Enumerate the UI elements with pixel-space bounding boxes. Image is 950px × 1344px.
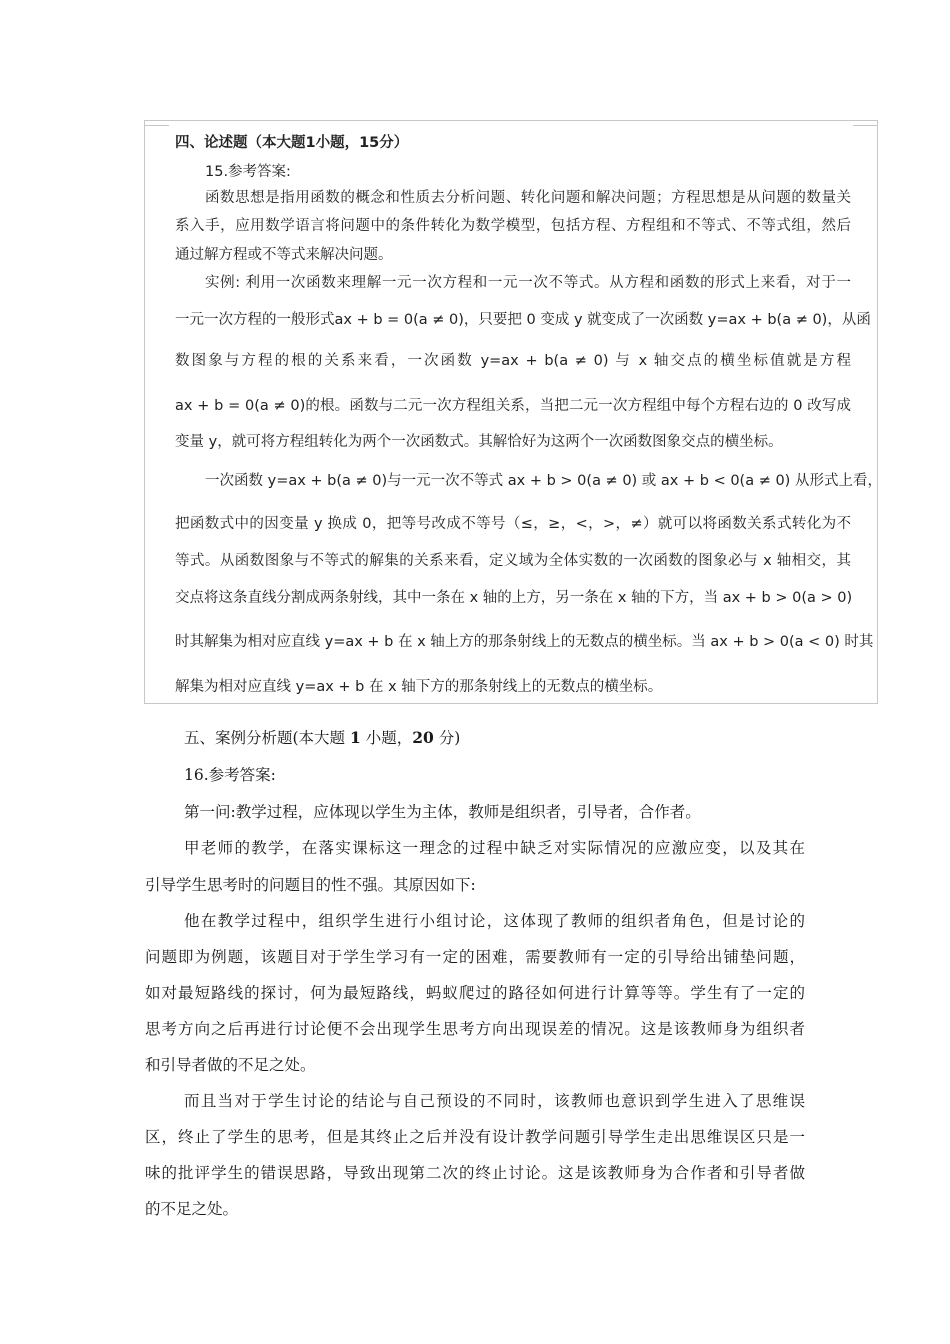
paragraph-line: 时其解集为相对应直线 y=ax + b 在 x 轴上方的那条射线上的无数点的横坐标。当 ax + b > 0(a < 0) 时其 [175, 634, 874, 650]
paragraph-line: 思考方向之后再进行讨论便不会出现学生思考方向出现误差的情况。这是该教师身为组织者 [145, 1020, 805, 1038]
paragraph-line: 通过解方程或不等式来解决问题。 [175, 247, 393, 263]
paragraph-line: 实例: 利用一次函数来理解一元一次方程和一元一次不等式。从方程和函数的形式上来看，对于一 [205, 275, 851, 291]
paragraph-line: 数图象与方程的根的关系来看，一次函数 y=ax + b(a ≠ 0) 与 x 轴交点的横坐标值就是方程 [175, 353, 851, 369]
section4-ref-label: 15.参考答案: [205, 164, 291, 180]
paragraph-line: 和引导者做的不足之处。 [145, 1056, 316, 1074]
paragraph-line: 而且当对于学生讨论的结论与自己预设的不同时，该教师也意识到学生进入了思维误 [184, 1092, 805, 1110]
paragraph-line: 如对最短路线的探讨，何为最短路线，蚂蚁爬过的路径如何进行计算等等。学生有了一定的 [145, 984, 805, 1002]
paragraph-line: 一元一次方程的一般形式ax + b = 0(a ≠ 0)，只要把 0 变成 y 就变成了一次函数 y=ax + b(a ≠ 0)，从函 [175, 312, 871, 328]
paragraph-line: ax + b = 0(a ≠ 0)的根。函数与二元一次方程组关系，当把二元一次方程组中每个方程右边的 0 改写成 [175, 398, 851, 414]
section5-heading: 五、案例分析题(本大题 1 小题，20 分) [184, 728, 461, 747]
section4-heading: 四、论述题（本大题1小题，15分） [175, 135, 409, 151]
paragraph-line: 等式。从函数图象与不等式的解集的关系来看，定义域为全体实数的一次函数的图象必与 x 轴相交，其 [175, 553, 851, 569]
paragraph-line: 引导学生思考时的问题目的性不强。其原因如下: [145, 876, 476, 894]
section5-ref-label: 16.参考答案: [184, 766, 276, 784]
paragraph-line: 解集为相对应直线 y=ax + b 在 x 轴下方的那条射线上的无数点的横坐标。 [175, 679, 663, 695]
paragraph-line: 函数思想是指用函数的概念和性质去分析问题、转化问题和解决问题；方程思想是从问题的数量关 [205, 190, 851, 206]
paragraph-line: 一次函数 y=ax + b(a ≠ 0)与一元一次不等式 ax + b > 0(a ≠ 0) 或 ax + b < 0(a ≠ 0) 从形式上看， [205, 473, 882, 489]
paragraph-line: 把函数式中的因变量 y 换成 0，把等号改成不等号（≤，≥，<，>，≠）就可以将函数关系式转化为不 [175, 516, 851, 532]
paragraph-line: 变量 y，就可将方程组转化为两个一次函数式。其解恰好为这两个一次函数图象交点的横坐标。 [175, 434, 783, 450]
paragraph-line: 他在教学过程中，组织学生进行小组讨论，这体现了教师的组织者角色，但是讨论的 [184, 912, 805, 930]
paragraph-line: 甲老师的教学，在落实课标这一理念的过程中缺乏对实际情况的应激应变，以及其在 [184, 839, 805, 857]
box-corner-mark [853, 125, 877, 126]
paragraph-line: 区，终止了学生的思考，但是其终止之后并没有设计教学问题引导学生走出思维误区只是一 [145, 1128, 805, 1146]
paragraph-line: 味的批评学生的错误思路，导致出现第二次的终止讨论。这是该教师身为合作者和引导者做 [145, 1164, 805, 1182]
paragraph-line: 问题即为例题，该题目对于学生学习有一定的困难，需要教师有一定的引导给出铺垫问题， [145, 948, 805, 966]
paragraph-line: 第一问:教学过程，应体现以学生为主体，教师是组织者，引导者，合作者。 [184, 803, 701, 821]
paragraph-line: 的不足之处。 [145, 1200, 239, 1218]
paragraph-line: 系入手，应用数学语言将问题中的条件转化为数学模型，包括方程、方程组和不等式、不等式组，然后 [175, 218, 851, 234]
paragraph-line: 交点将这条直线分割成两条射线，其中一条在 x 轴的上方，另一条在 x 轴的下方，当 ax + b > 0(a > 0) [175, 590, 853, 606]
box-corner-mark [145, 125, 169, 126]
answer-image-box [144, 120, 882, 704]
